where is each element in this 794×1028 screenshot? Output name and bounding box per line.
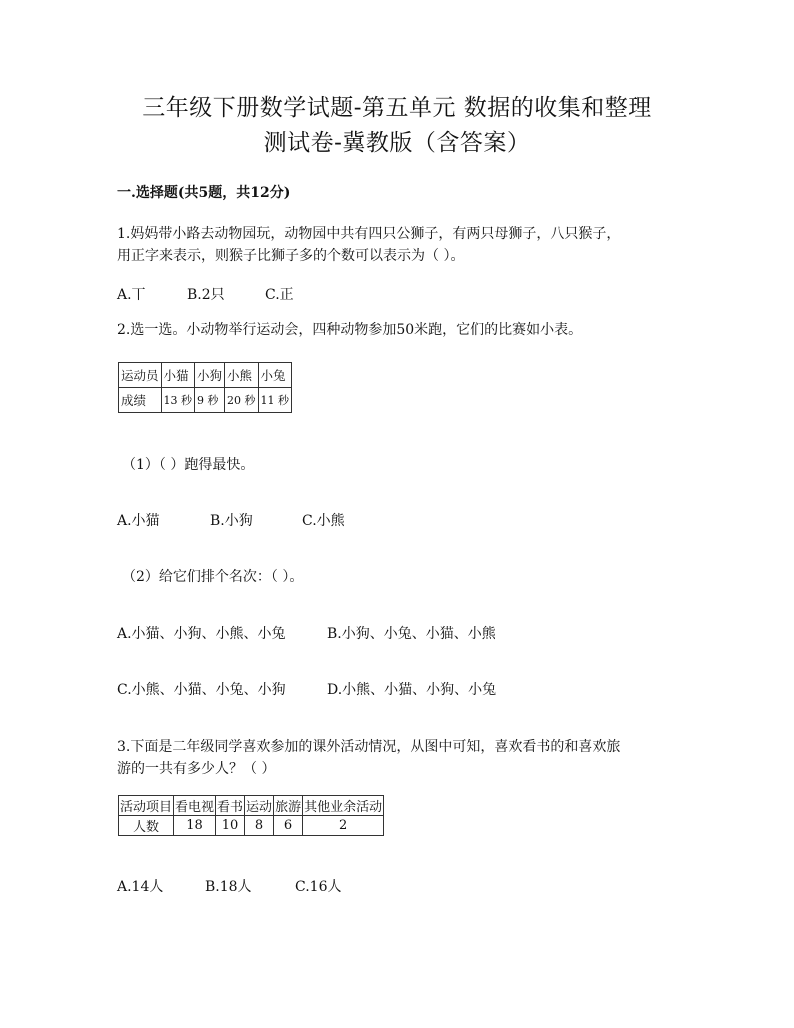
q3-option-b: B.18人 [205, 879, 252, 895]
q2-results-table [118, 362, 292, 413]
q2-sub2-option-a: A.小猫、小狗、小熊、小兔 [117, 626, 286, 642]
q2-sub2-option-b: B.小狗、小兔、小猫、小熊 [327, 626, 496, 642]
q3-options [117, 877, 341, 897]
q3-activity-table [118, 795, 384, 836]
table-cell: 看书 [216, 796, 245, 816]
q2-sub2-option-c: C.小熊、小猫、小兔、小狗 [117, 682, 286, 698]
q1-stem-line2: 用正字来表示，则猴子比狮子多的个数可以表示为（ ）。 [117, 248, 465, 264]
q1-options [117, 285, 294, 305]
table-cell: 人数 [119, 816, 174, 836]
table-cell: 8 [245, 816, 274, 836]
q2-sub1-option-a: A.小猫 [117, 513, 160, 529]
q2-sub1-option-c: C.小熊 [302, 513, 345, 529]
table-cell: 20 秒 [225, 388, 259, 413]
q3-stem-line1: 3.下面是二年级同学喜欢参加的课外活动情况，从图中可知，喜欢看书的和喜欢旅 [117, 739, 621, 755]
page-title-line1: 三年级下册数学试题-第五单元 数据的收集和整理 [142, 95, 652, 121]
table-cell: 2 [303, 816, 384, 836]
table-row [119, 388, 292, 413]
q1-option-c: C.正 [265, 287, 294, 303]
q2-sub2-options-row1 [117, 624, 496, 644]
table-cell: 10 [216, 816, 245, 836]
table-cell: 看电视 [174, 796, 216, 816]
table-row [119, 816, 384, 836]
q2-sub1-options [117, 511, 345, 531]
table-cell: 运动 [245, 796, 274, 816]
q2-sub2-options-row2 [117, 680, 496, 700]
table-cell: 小熊 [225, 363, 259, 388]
table-cell: 11 秒 [258, 388, 292, 413]
table-cell: 13 秒 [161, 388, 195, 413]
table-header-row [119, 796, 384, 816]
table-cell: 成绩 [119, 388, 162, 413]
table-cell: 18 [174, 816, 216, 836]
section-heading: 一.选择题(共5题，共12分) [117, 185, 291, 201]
table-cell: 运动员 [119, 363, 162, 388]
q2-sub1-stem: （1）（ ）跑得最快。 [122, 457, 255, 473]
q1-stem-line1: 1.妈妈带小路去动物园玩，动物园中共有四只公狮子，有两只母狮子，八只猴子， [117, 226, 621, 242]
table-cell: 活动项目 [119, 796, 174, 816]
q3-option-c: C.16人 [295, 879, 342, 895]
q1-option-a: A.丅 [117, 287, 146, 303]
q2-sub2-stem: （2）给它们排个名次：（ ）。 [122, 569, 304, 585]
q3-option-a: A.14人 [117, 879, 164, 895]
q2-stem: 2.选一选。小动物举行运动会，四种动物参加50米跑，它们的比赛如小表。 [117, 322, 583, 338]
q3-stem-line2: 游的一共有多少人？（ ） [117, 761, 276, 777]
q2-sub1-option-b: B.小狗 [210, 513, 253, 529]
table-header-row [119, 363, 292, 388]
table-cell: 小狗 [195, 363, 225, 388]
q1-option-b: B.2只 [187, 287, 225, 303]
table-cell: 9 秒 [195, 388, 225, 413]
table-cell: 6 [274, 816, 303, 836]
q2-sub2-option-d: D.小熊、小猫、小狗、小兔 [327, 682, 497, 698]
table-cell: 小猫 [161, 363, 195, 388]
table-cell: 小兔 [258, 363, 292, 388]
page-title-line2: 测试卷-冀教版（含答案） [263, 130, 531, 156]
table-cell: 其他业余活动 [303, 796, 384, 816]
table-cell: 旅游 [274, 796, 303, 816]
